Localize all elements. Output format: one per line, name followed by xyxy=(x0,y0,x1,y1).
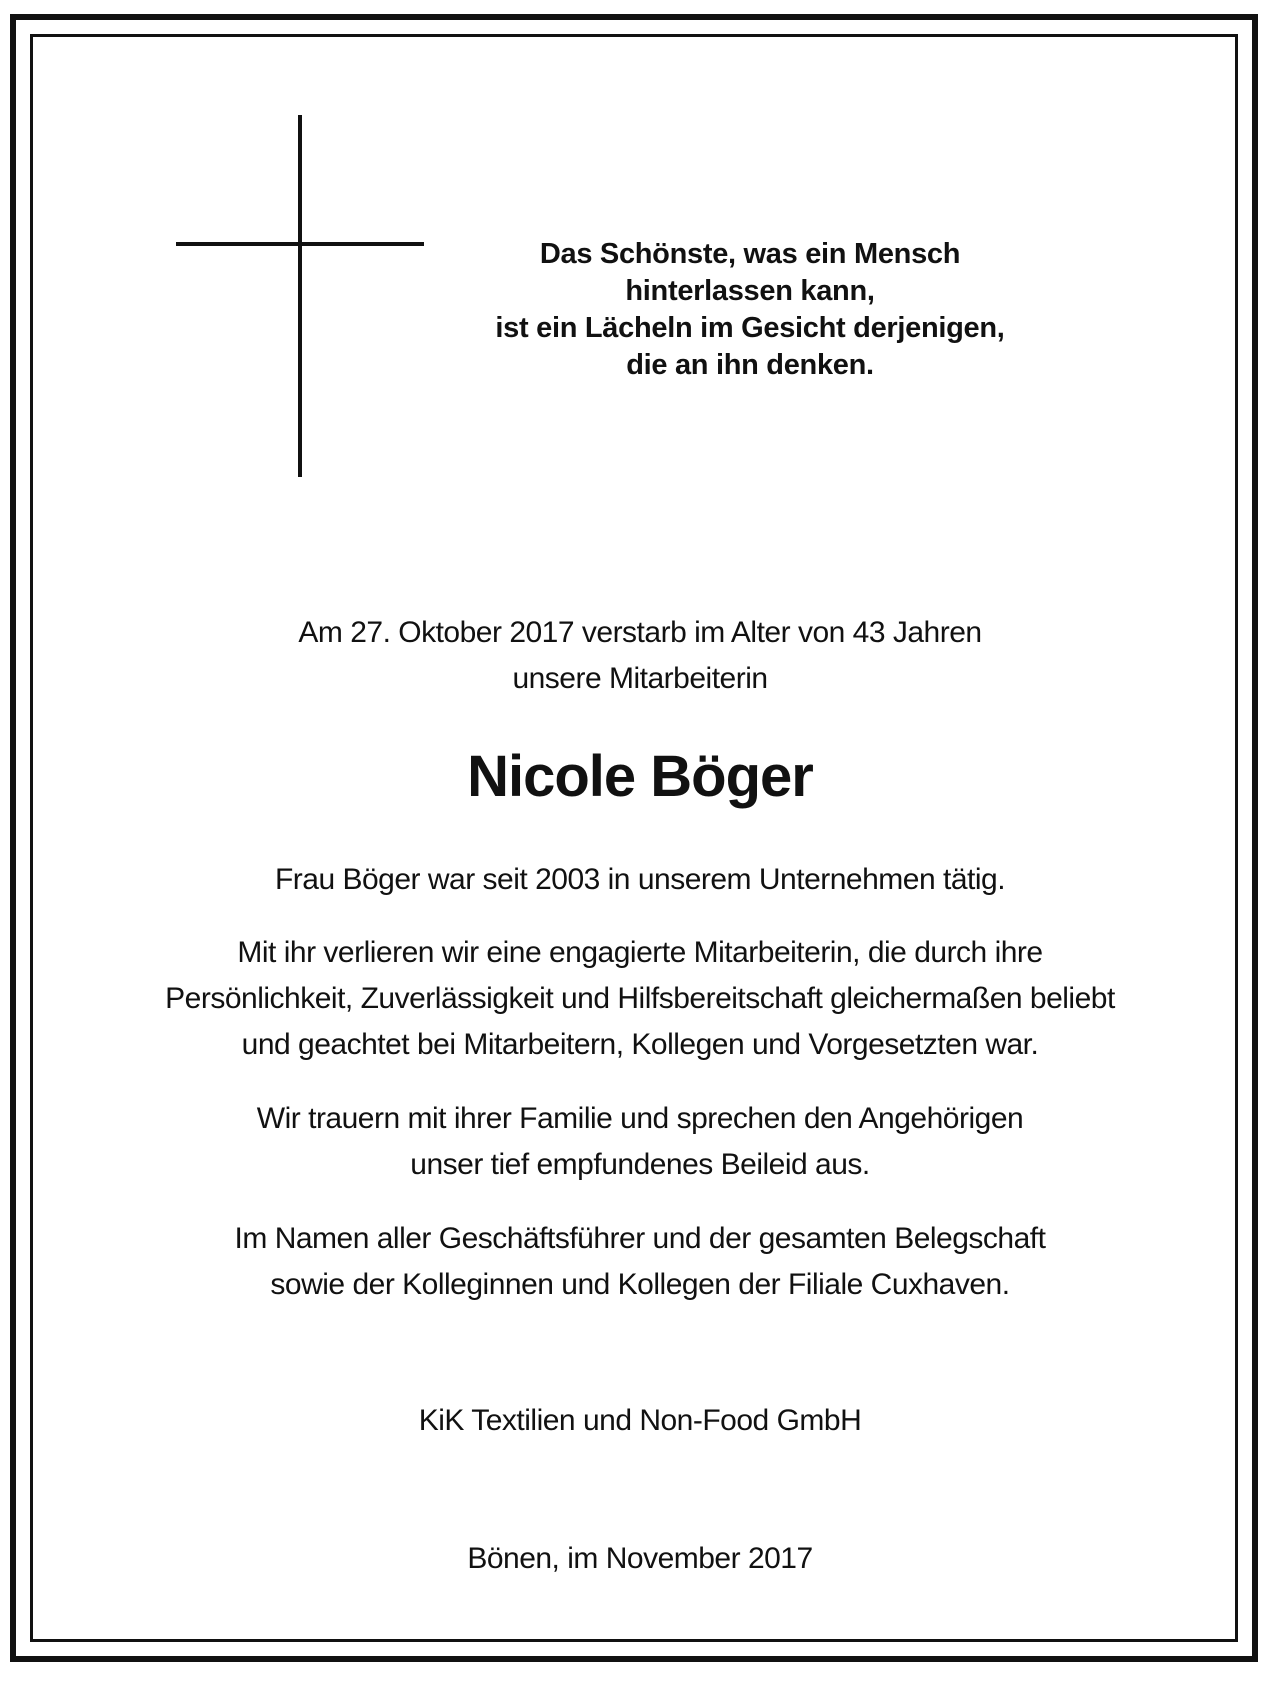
motto-quote xyxy=(440,236,1060,384)
signatories-line: Im Namen aller Geschäftsführer und der gesamten Belegschaft xyxy=(234,1222,1046,1255)
company-name xyxy=(60,1398,1220,1444)
tribute-paragraph xyxy=(60,930,1220,1068)
tribute-line: Persönlichkeit, Zuverlässigkeit und Hilfsbereitschaft gleichermaßen beliebt xyxy=(165,982,1115,1015)
death-announcement xyxy=(60,610,1220,702)
condolence-line: unser tief empfundenes Beileid aus. xyxy=(410,1148,870,1181)
tribute-line: Mit ihr verlieren wir eine engagierte Mitarbeiterin, die durch ihre xyxy=(237,936,1043,969)
employment-statement xyxy=(60,857,1220,903)
cross-vertical-bar xyxy=(298,115,302,477)
condolence-paragraph xyxy=(60,1096,1220,1188)
deceased-name: Nicole Böger xyxy=(467,744,813,809)
motto-line: die an ihn denken. xyxy=(626,349,874,381)
place-date-line: Bönen, im November 2017 xyxy=(467,1542,813,1575)
announcement-line: Am 27. Oktober 2017 verstarb im Alter von 43 Jahren xyxy=(298,616,982,649)
company-line: KiK Textilien und Non-Food GmbH xyxy=(418,1404,862,1437)
motto-line: hinterlassen kann, xyxy=(625,275,875,307)
place-and-date xyxy=(60,1536,1220,1582)
condolence-line: Wir trauern mit ihrer Familie und sprechen den Angehörigen xyxy=(256,1102,1024,1135)
motto-line: Das Schönste, was ein Mensch xyxy=(539,238,961,270)
tribute-line: und geachtet bei Mitarbeitern, Kollegen und Vorgesetzten war. xyxy=(241,1028,1039,1061)
cross-horizontal-bar xyxy=(176,242,424,246)
signatories-line: sowie der Kolleginnen und Kollegen der Filiale Cuxhaven. xyxy=(270,1268,1010,1301)
employment-line: Frau Böger war seit 2003 in unserem Unternehmen tätig. xyxy=(274,863,1006,896)
motto-line: ist ein Lächeln im Gesicht derjenigen, xyxy=(495,312,1005,344)
signatories-paragraph xyxy=(60,1216,1220,1308)
announcement-line: unsere Mitarbeiterin xyxy=(512,662,768,695)
